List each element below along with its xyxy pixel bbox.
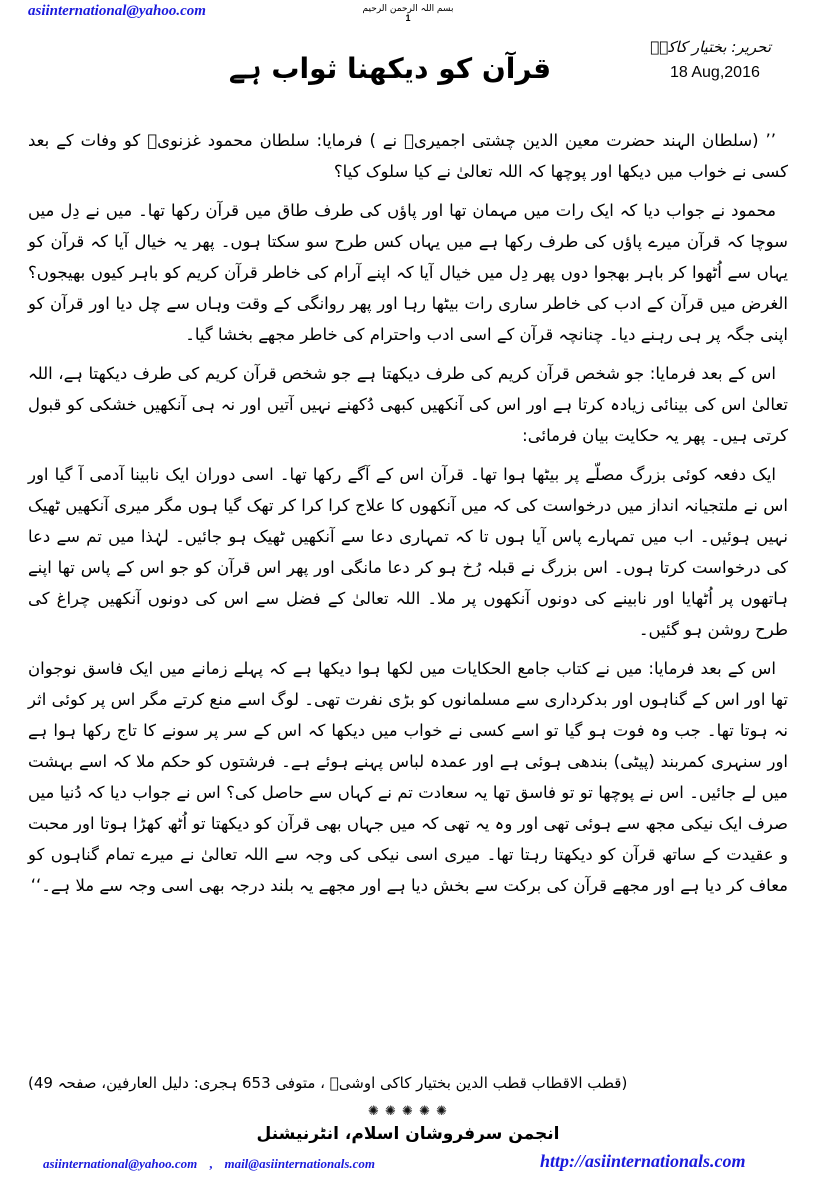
paragraph-mahmood-answer: محمود نے جواب دیا کہ ایک رات میں مہمان تھا اور پاؤں کی طرف طاق میں قرآن رکھا تھا۔ میں نے دِل میں سوچا کہ قرآن میرے پاؤں کی طرف رکھا ہے میں یہاں کس طرح سو سکتا ہوں۔ پھر یہ خیال آیا کہ قرآن کو یہاں سے اُٹھوا کر باہر بھجوا دوں پھر دِل میں خیال آیا کہ اپنے آرام کی خاطر قرآن کریم کو باہر کیوں بھیجوں؟ الغرض میں قرآن کے ادب کی خاطر ساری رات بیٹھا رہا اور پھر روانگی کے وقت وہاں سے چل دیا اور قرآن کو اپنی جگہ پر ہی رہنے دیا۔ چنانچہ قرآن کے اسی ادب واحترام کی خاطر مجھے بخشا گیا۔: [28, 201, 788, 344]
paragraph-looking-at-quran: اس کے بعد فرمایا: جو شخص قرآن کریم کی طرف دیکھتا ہے جو شخص قرآن کریم کی طرف دیکھتا ہے، اللہ تعالیٰ اس کی بینائی زیادہ کرتا ہے اور اس کی آنکھیں کبھی دُکھنے نہیں آتیں اور نہ ہی آنکھیں خشکی کو قبول کرتی ہیں۔ پھر یہ حکایت بیان فرمائی:: [28, 364, 788, 445]
paragraph-sinful-youth-story: اس کے بعد فرمایا: میں نے کتاب جامع الحکایات میں لکھا ہوا دیکھا ہے کہ پہلے زمانے میں ایک فاسق نوجوان تھا اور اس کے گناہوں اور بدکرداری سے مسلمانوں کو بڑی نفرت تھی۔ لوگ اسے منع کرتے مگر اس پر کوئی اثر نہ ہوتا تھا۔ جب وہ فوت ہو گیا تو اسے کسی نے خواب میں دیکھا کہ اس کے سر پر سونے کا تاج رکھا ہوا ہے اور سنہری کمربند (پیٹی) بندھی ہوئی ہے اور عمدہ لباس پہنے ہوئے ہے۔ فرشتوں کو حکم ملا کہ اسے بہشت میں لے جائیں۔ اس نے پوچھا تو تو فاسق تھا یہ سعادت تم نے کہاں سے حاصل کی؟ اس نے جواب دیا کہ دُنیا میں صرف ایک نیکی مجھ سے ہوئی تھی اور وہ یہ تھی کہ میں جہاں بھی قرآن کو دیکھتا تو اُٹھ کھڑا ہوتا اور محبت و عقیدت کے ساتھ قرآن کو دیکھتا رہتا تھا۔ میری اسی نیکی کی وجہ سے اللہ تعالیٰ نے میرے تمام گناہوں کو معاف کر دیا ہے اور مجھے قرآن کی برکت سے بخش دیا ہے اور مجھے یہ بلند درجہ بھی اسی وجہ سے ملا ہے۔‘‘: [28, 659, 788, 895]
paragraph-intro: ’’ (سلطان الہند حضرت معین الدین چشتی اجمیریؒ نے ) فرمایا: سلطان محمود غزنویؒ کو وفات کے بعد کسی نے خواب میں دیکھا اور پوچھا کہ اللہ تعالیٰ نے کیا سلوک کیا؟: [28, 131, 788, 181]
page-number: 1: [405, 13, 411, 23]
footer-emails: [43, 1156, 375, 1172]
organization-name: انجمن سرفروشان اسلام، انٹرنیشنل: [256, 1124, 560, 1144]
bismillah-heading: بسم اللہ الرحمن الرحیم: [362, 4, 454, 14]
email-separator: ,: [209, 1156, 213, 1171]
article-body: [28, 125, 788, 909]
ornament-star-icon: ✺: [436, 1104, 449, 1119]
publish-date: 18 Aug,2016: [670, 64, 760, 81]
ornament-star-icon: ✺: [402, 1104, 414, 1119]
paragraph-blind-man-story: ایک دفعہ کوئی بزرگ مصلّے پر بیٹھا ہوا تھا۔ قرآن اس کے آگے رکھا تھا۔ اسی دوران ایک نابینا آدمی آ گیا اور اس نے ملتجیانہ انداز میں درخواست کی کہ میں آنکھوں کا علاج کرا کرا کر تھک گیا ہوں مگر میری آنکھیں ٹھیک نہیں ہوئیں۔ اب میں تمہارے پاس آیا ہوں تا کہ تمہاری دعا سے آنکھیں ٹھیک ہو جائیں۔ لہٰذا میں تم سے دعا کی درخواست کرتا ہوں۔ اس بزرگ نے قبلہ رُخ ہو کر دعا مانگی اور پھر اس قرآن کو جو اس کے پاس تھا اپنے ہاتھوں پر اُٹھایا اور نابینے کی دونوں آنکھوں پر ملا۔ اللہ تعالیٰ کے فضل سے اس کی دونوں آنکھیں چراغ کی طرح روشن ہو گئیں۔: [28, 465, 788, 639]
website-link[interactable]: http://asiinternationals.com: [540, 1151, 746, 1171]
footer-email-mail-link[interactable]: mail@asiinternationals.com: [224, 1156, 376, 1171]
author-byline: تحریر: بختیار کاکیؒ: [650, 38, 771, 56]
ornament-star-icon: ✺: [419, 1104, 431, 1119]
ornament-divider: [300, 1104, 516, 1119]
header-email-link[interactable]: asiinternational@yahoo.com: [28, 3, 206, 19]
ornament-star-icon: ✺: [367, 1104, 380, 1119]
source-reference: (قطب الاقطاب قطب الدین بختیار کاکی اوشیؒ ، متوفی 653 ہجری: دلیل العارفین، صفحہ 49): [28, 1074, 628, 1092]
footer-email-yahoo-link[interactable]: asiinternational@yahoo.com: [43, 1156, 198, 1171]
ornament-star-icon: ✺: [385, 1104, 397, 1119]
article-title: قرآن کو دیکھنا ثواب ہے: [228, 52, 552, 85]
